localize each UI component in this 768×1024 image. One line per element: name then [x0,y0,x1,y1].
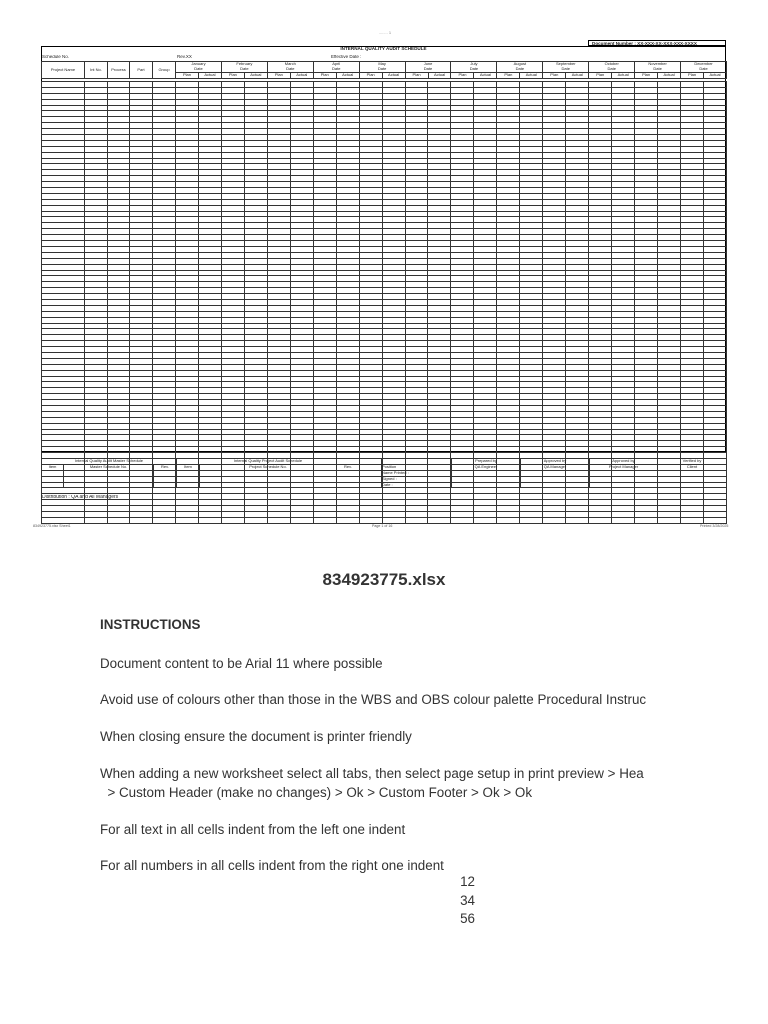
footer-printed: Printed 3/28/2025 [700,524,729,528]
actual-label: Actual [244,72,267,78]
actual-label: Actual [382,72,405,78]
instruction-line-1: Document content to be Arial 11 where possible [100,656,383,671]
verified-by-header: Verified by [658,459,727,465]
date-label: Date [359,67,405,72]
master-schedule-title: Internal Quality Audit Master Schedule [42,459,177,465]
column-header-int-no: Int No. [85,62,108,79]
date-label: Date [405,67,451,72]
item-header-2: Item [177,464,200,470]
rev-header: Rev. [154,464,177,470]
distribution-note: Distribution : QA and All Managers [42,495,119,500]
project-no-header: Project Schedule No. [200,464,337,470]
actual-label: Actual [336,72,359,78]
master-no-header: Master Schedule No. [64,464,154,470]
actual-label: Actual [474,72,497,78]
rev-header-2: Rev. [337,464,360,470]
table-row [42,517,727,523]
column-header-group: Group [153,62,176,79]
schedule-header-table [41,61,727,79]
approved-by-header-2: Approved by [590,459,658,465]
actual-label: Actual [198,72,221,78]
plan-label: Plan [176,72,199,78]
date-label: Date [497,67,543,72]
table-row [42,482,360,488]
sheet-title: INTERNAL QUALITY AUDIT SCHEDULE [340,47,427,51]
month-june: June [405,62,451,67]
month-april: April [313,62,359,67]
actual-label: Actual [428,72,451,78]
column-header-process: Process [108,62,130,79]
schedule-no-label: Schedule No. [42,55,70,59]
plan-label: Plan [267,72,290,78]
date-label: Date [681,67,727,72]
plan-label: Plan [221,72,244,78]
role-qa-manager: QA Manager [521,464,590,470]
file-title: 834923775.xlsx [322,570,446,589]
plan-label: Plan [405,72,428,78]
month-february: February [221,62,267,67]
instruction-line-4: When adding a new worksheet select all tabs, then select page setup in print preview > Hea [100,766,644,781]
position-label: Position [382,464,452,470]
date-label: Date [543,67,589,72]
instruction-line-5: > Custom Header (make no changes) > Ok > Custom Footer > Ok > Ok [100,785,533,800]
actual-label: Actual [658,72,681,78]
number-cell-3: 56 [460,911,475,926]
actual-label: Actual [612,72,635,78]
plan-label: Plan [543,72,566,78]
plan-label: Plan [681,72,704,78]
instruction-line-7: For all numbers in all cells indent from the right one indent [100,858,444,873]
date-label: Date [221,67,267,72]
date-label: Date [451,67,497,72]
month-september: September [543,62,589,67]
column-header-part: Part [130,62,153,79]
approved-by-header: Approved by [521,459,590,465]
effective-date-label: Effective Date : [331,55,362,59]
page-stamp: ........ 1 [378,30,392,35]
footer-page: Page 1 of 16 [372,524,393,528]
date-label: Date [176,67,222,72]
footer-filename: 834923775.xlsx Sheet1 [33,524,71,528]
date-label: Date [635,67,681,72]
date-label: Date [589,67,635,72]
role-client: Client [658,464,727,470]
month-november: November [635,62,681,67]
date-label: Date : [382,482,452,488]
role-qa-engineer: QA Engineer [452,464,521,470]
actual-label: Actual [290,72,313,78]
month-october: October [589,62,635,67]
project-schedule-title: Internal Quality Project Audit Schedule [177,459,360,465]
plan-label: Plan [359,72,382,78]
month-march: March [267,62,313,67]
instructions-heading: INSTRUCTIONS [100,617,201,632]
date-label: Date [313,67,359,72]
instruction-line-3: When closing ensure the document is printer friendly [100,729,412,744]
document-number: Document Number : XX-XXX-XX-XXX-XXX-XXXX [588,40,726,46]
master-schedule-table [41,458,360,488]
actual-label: Actual [566,72,589,78]
instruction-line-6: For all text in all cells indent from the left one indent [100,822,406,837]
number-cell-2: 34 [460,893,475,908]
prepared-by-header: Prepared by [452,459,521,465]
actual-label: Actual [704,72,727,78]
signature-table [381,458,727,488]
column-header-project-name: Project Name [42,62,85,79]
plan-label: Plan [313,72,336,78]
rev-label: Rev.XX [177,55,192,59]
instruction-line-2: Avoid use of colours other than those in the WBS and OBS colour palette Procedural Instruc [100,692,647,707]
plan-label: Plan [589,72,612,78]
signed-label: Signed : [382,476,452,482]
name-printed-label: Name Printed : [382,470,452,476]
actual-label: Actual [520,72,543,78]
role-project-manager: Project Manager [590,464,658,470]
plan-label: Plan [635,72,658,78]
plan-label: Plan [497,72,520,78]
number-cell-1: 12 [460,874,475,889]
month-may: May [359,62,405,67]
month-august: August [497,62,543,67]
plan-label: Plan [451,72,474,78]
month-december: December [681,62,727,67]
item-header: Item [42,464,64,470]
month-july: July [451,62,497,67]
month-january: January [176,62,222,67]
date-label: Date [267,67,313,72]
